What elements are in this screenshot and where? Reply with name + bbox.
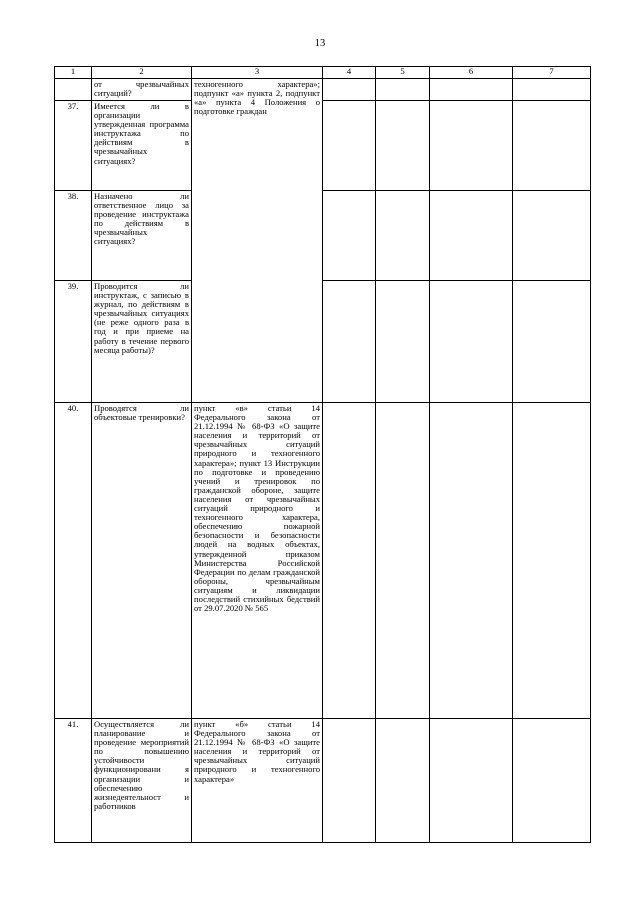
requirement-cell: пункт «б» статьи 14 Федерального закона от 21.12.1994 № 68-ФЗ «О защите населения и территорий от чрезвычайных ситуаций природного и техногенного характера»	[192, 719, 323, 843]
answer-cell	[513, 191, 591, 281]
table-row	[55, 101, 591, 191]
question-cell: Проводятся ли объектовые тренировки?	[92, 403, 192, 719]
answer-cell	[430, 719, 513, 843]
answer-cell	[430, 101, 513, 191]
checklist-table	[54, 66, 591, 843]
answer-cell	[323, 403, 376, 719]
header-col-4: 4	[323, 67, 376, 79]
row-number-cell: 37.	[55, 101, 92, 191]
answer-cell	[323, 719, 376, 843]
header-col-1: 1	[55, 67, 92, 79]
row-number-cell: 38.	[55, 191, 92, 281]
table-row	[55, 719, 591, 843]
header-col-5: 5	[376, 67, 430, 79]
answer-cell	[513, 719, 591, 843]
answer-cell	[323, 101, 376, 191]
answer-cell	[376, 719, 430, 843]
answer-cell	[430, 281, 513, 403]
answer-cell	[323, 281, 376, 403]
table-row	[55, 191, 591, 281]
answer-cell	[376, 281, 430, 403]
answer-cell	[430, 79, 513, 101]
answer-cell	[376, 101, 430, 191]
answer-cell	[430, 403, 513, 719]
answer-cell	[513, 281, 591, 403]
answer-cell	[376, 403, 430, 719]
table-row	[55, 403, 591, 719]
question-cell: Проводится ли инструктаж, с записью в журнал, по действиям в чрезвычайных ситуациях (не реже одного раза в год и при приеме на работу в течение первого месяца работы)?	[92, 281, 192, 403]
requirement-cell: техногенного характера»; подпункт «а» пункта 2, подпункт «а» пункта 4 Положения о подготовке граждан	[192, 79, 323, 403]
header-col-7: 7	[513, 67, 591, 79]
answer-cell	[376, 191, 430, 281]
question-cell: Назначено ли ответственное лицо за проведение инструктажа по действиям в чрезвычайных ситуациях?	[92, 191, 192, 281]
header-col-6: 6	[430, 67, 513, 79]
row-number-cell	[55, 79, 92, 101]
answer-cell	[323, 191, 376, 281]
row-number-cell: 39.	[55, 281, 92, 403]
answer-cell	[513, 403, 591, 719]
answer-cell	[513, 79, 591, 101]
requirement-cell: пункт «в» статьи 14 Федерального закона от 21.12.1994 № 68-ФЗ «О защите населения и территорий от чрезвычайных ситуаций природного и техногенного характера»; пункт 13 Инструкции по подготовке и проведению учений и тренировок по гражданской обороне, защите населения от чрезвычайных ситуаций природного и техногенного характера, обеспечению пожарной безопасности и безопасности людей на водных объектах, утвержденной приказом Министерства Российской Федерации по делам гражданской обороны, чрезвычайным ситуациям и ликвидации последствий стихийных бедствий от 29.07.2020 № 565	[192, 403, 323, 719]
table-header-row	[55, 67, 591, 79]
answer-cell	[376, 79, 430, 101]
table-row-continuation	[55, 79, 591, 101]
question-cell: от чрезвычайных ситуаций?	[92, 79, 192, 101]
table-row	[55, 281, 591, 403]
answer-cell	[513, 101, 591, 191]
question-cell: Имеется ли в организации утвержденная программа инструктажа по действиям в чрезвычайных ситуациях?	[92, 101, 192, 191]
question-cell: Осуществляется ли планирование и проведение мероприятий по повышению устойчивости функционировани я организации и обеспечению жизнедеятельност и работников	[92, 719, 192, 843]
row-number-cell: 40.	[55, 403, 92, 719]
header-col-2: 2	[92, 67, 192, 79]
page-number: 13	[314, 38, 326, 49]
answer-cell	[323, 79, 376, 101]
answer-cell	[430, 191, 513, 281]
header-col-3: 3	[192, 67, 323, 79]
row-number-cell: 41.	[55, 719, 92, 843]
